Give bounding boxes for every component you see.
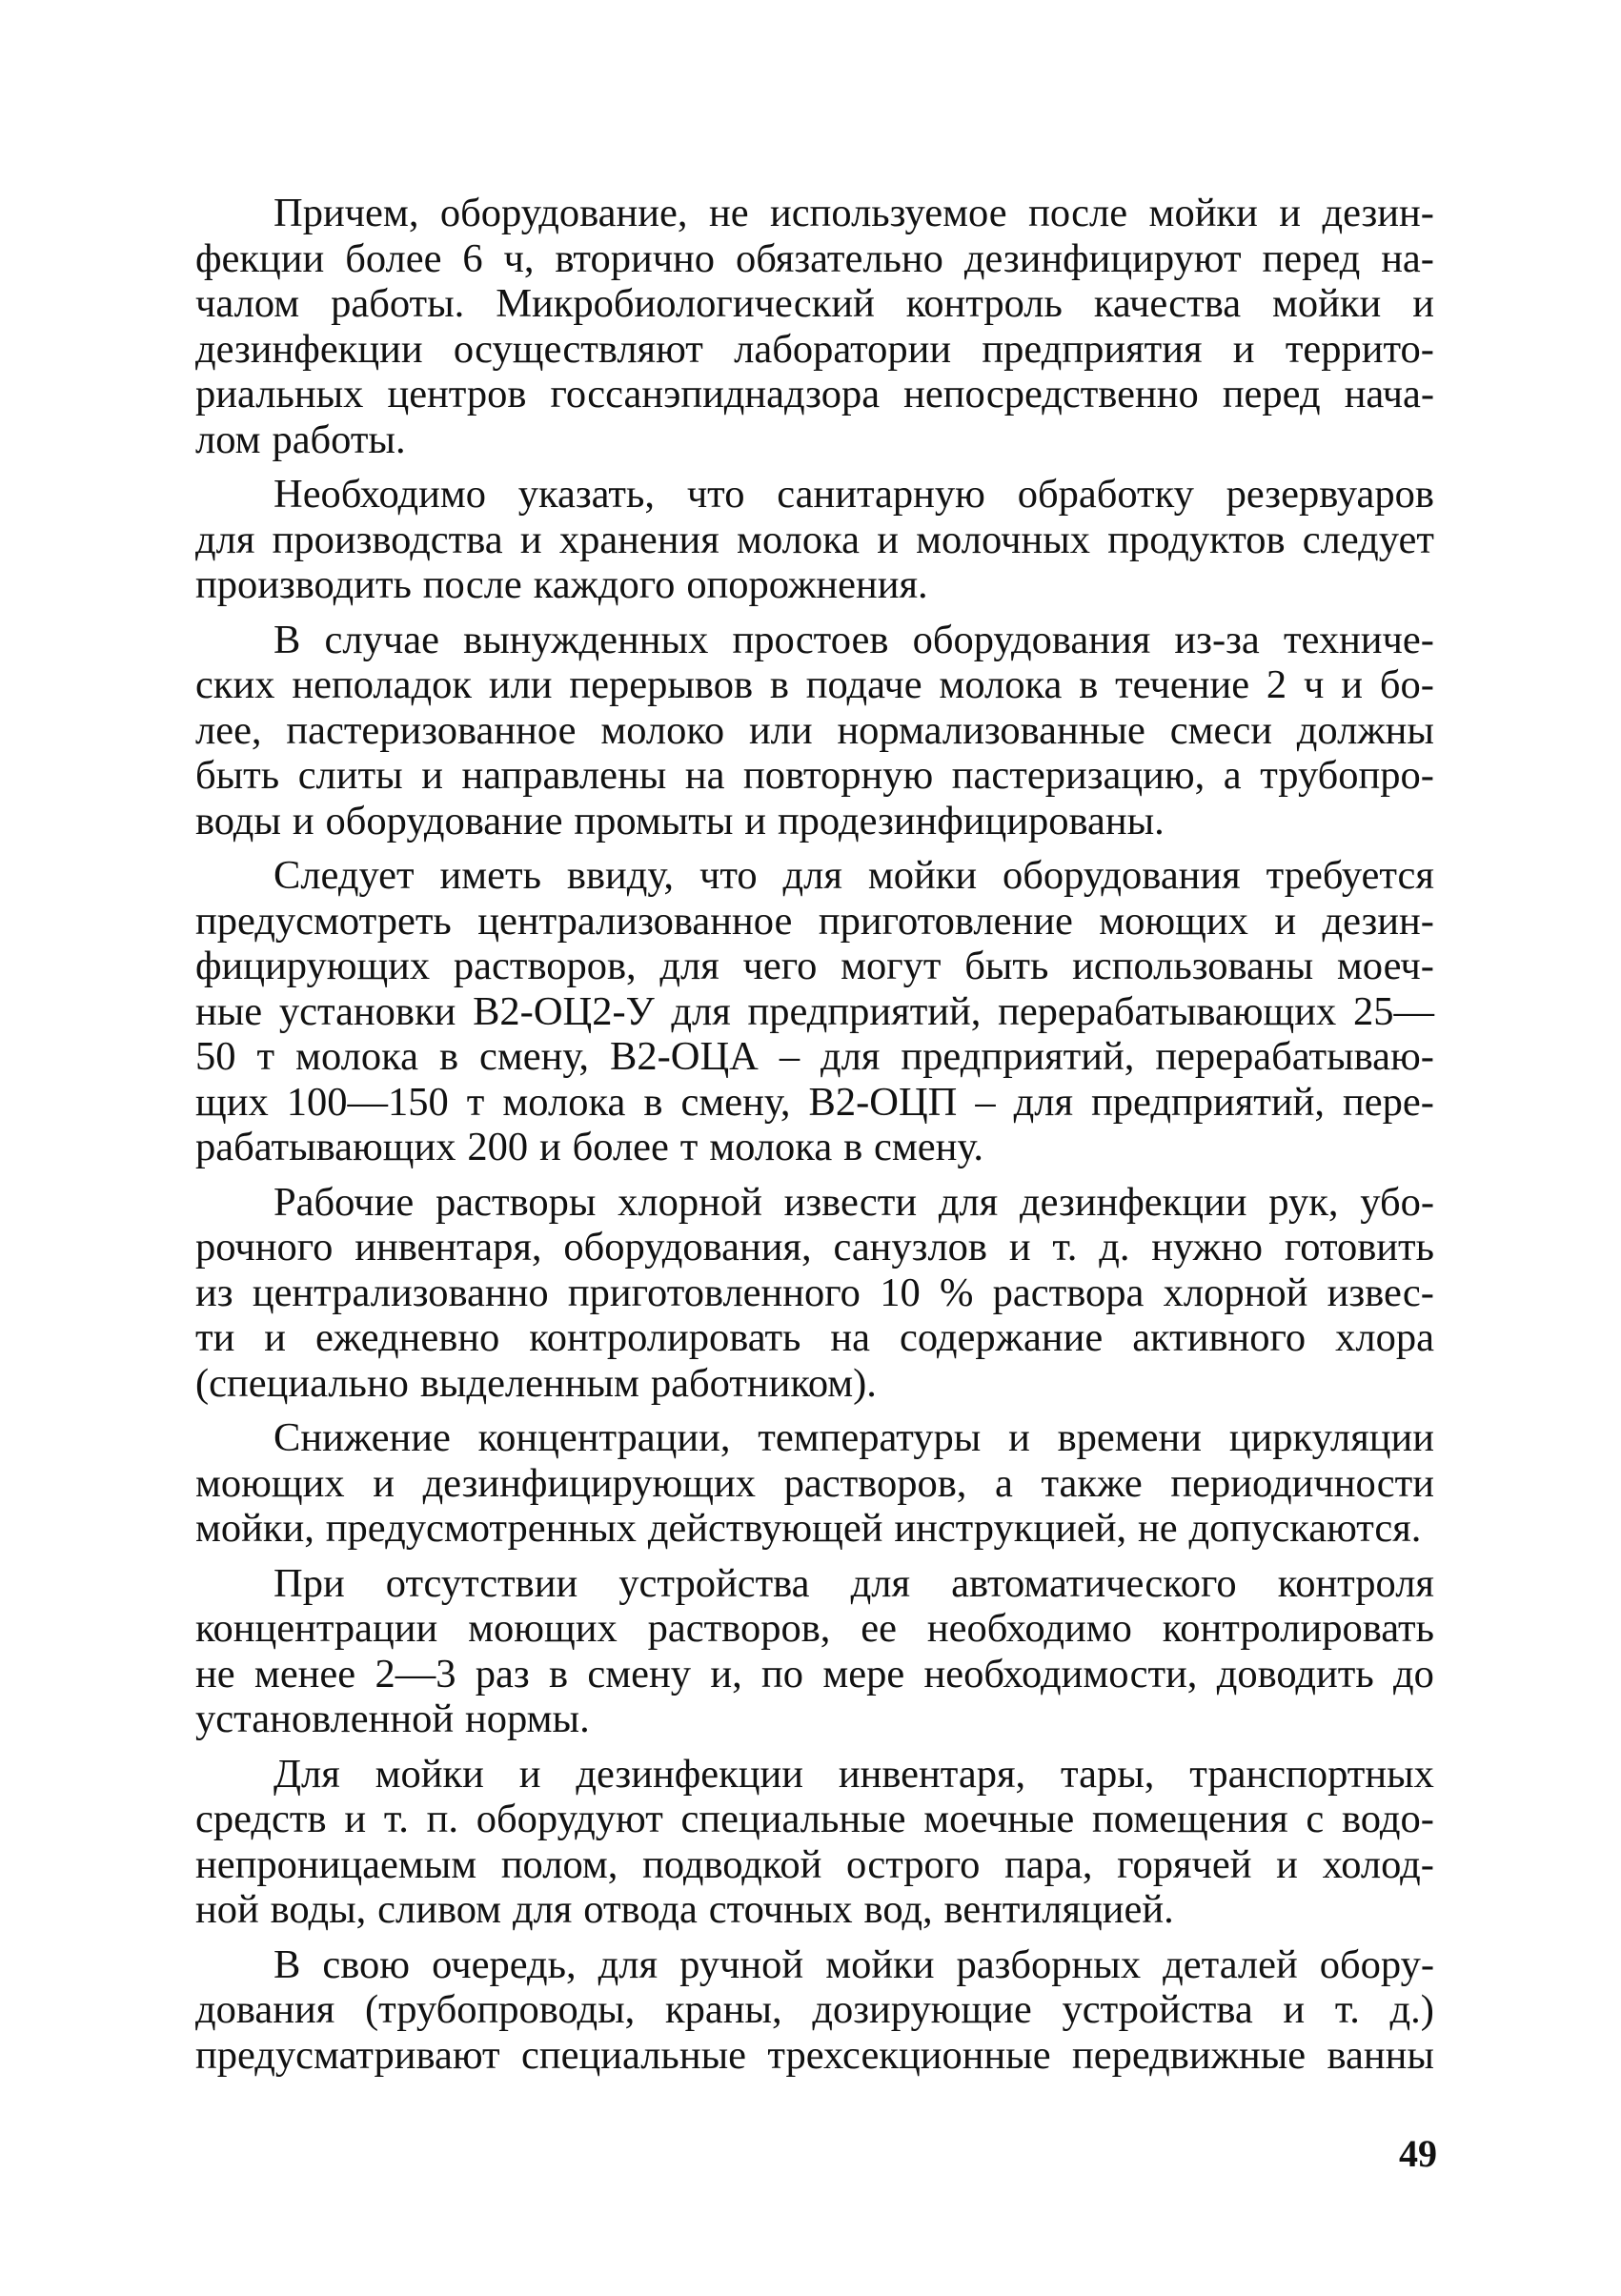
text-line: предусмотреть централизованное приготовление моющих и дезин- (195, 898, 1434, 944)
text-line: Рабочие растворы хлорной извести для дезинфекции рук, убо- (274, 1179, 1434, 1225)
text-line: Следует иметь ввиду, что для мойки оборудования требуется (274, 853, 1434, 898)
text-line: производить после каждого опорожнения. (195, 562, 928, 607)
text-line: ти и ежедневно контролировать на содержание активного хлора (195, 1315, 1434, 1360)
text-line: не менее 2—3 раз в смену и, по мере необходимости, доводить до (195, 1651, 1434, 1697)
text-line: дования (трубопроводы, краны, дозирующие устройства и т. д.) (195, 1987, 1434, 2032)
text-line: из централизованно приготовленного 10 % раствора хлорной извес- (195, 1270, 1434, 1315)
text-line: предусматривают специальные трехсекционные передвижные ванны (195, 2032, 1434, 2078)
text-line: дезинфекции осуществляют лаборатории предприятия и террито- (195, 326, 1434, 372)
paragraph (195, 853, 1434, 1170)
paragraph (195, 1415, 1434, 1552)
text-line: Необходимо указать, что санитарную обработку резервуаров (274, 472, 1434, 517)
text-line: рабатывающих 200 и более т молока в смену. (195, 1125, 984, 1169)
text-line: В случае вынужденных простоев оборудования из-за техниче- (274, 617, 1434, 662)
paragraph (195, 472, 1434, 608)
paragraph (195, 1752, 1434, 1933)
text-line: (специально выделенным работником). (195, 1360, 877, 1406)
page-number: 49 (1399, 2132, 1437, 2175)
page-body (195, 191, 1434, 2087)
paragraph (195, 1561, 1434, 1742)
text-line: концентрации моющих растворов, ее необходимо контролировать (195, 1606, 1434, 1651)
text-line: Для мойки и дезинфекции инвентаря, тары, транспортных (274, 1751, 1434, 1797)
paragraph (195, 1942, 1434, 2079)
text-line: фицирующих растворов, для чего могут быть использованы моеч- (195, 944, 1434, 988)
text-line: средств и т. п. оборудуют специальные моечные помещения с водо- (195, 1797, 1434, 1841)
paragraph (195, 1180, 1434, 1407)
text-line: лом работы. (195, 417, 406, 462)
text-line: лее, пастеризованное молоко или нормализованные смеси должны (195, 707, 1434, 753)
paragraph (195, 191, 1434, 462)
text-line: 50 т молока в смену, В2-ОЦА – для предприятий, перерабатываю- (195, 1034, 1434, 1079)
text-line: В свою очередь, для ручной мойки разборных деталей обору- (274, 1941, 1434, 1987)
paragraph (195, 618, 1434, 844)
text-line: рочного инвентаря, оборудования, санузлов и т. д. нужно готовить (195, 1225, 1434, 1270)
text-line: чалом работы. Микробиологический контроль качества мойки и (195, 281, 1434, 326)
text-line: для производства и хранения молока и молочных продуктов следует (195, 517, 1434, 562)
text-line: ные установки В2-ОЦ2-У для предприятий, перерабатывающих 25— (195, 988, 1434, 1034)
text-line: ной воды, сливом для отвода сточных вод, вентиляцией. (195, 1887, 1174, 1932)
text-line: риальных центров госсанэпиднадзора непосредственно перед нача- (195, 372, 1434, 417)
text-line: моющих и дезинфицирующих растворов, а также периодичности (195, 1460, 1434, 1506)
text-line: быть слиты и направлены на повторную пастеризацию, а трубопро- (195, 753, 1434, 798)
text-line: мойки, предусмотренных действующей инструкцией, не допускаются. (195, 1506, 1422, 1551)
text-line: Причем, оборудование, не используемое после мойки и дезин- (274, 191, 1434, 235)
text-line: щих 100—150 т молока в смену, В2-ОЦП – для предприятий, пере- (195, 1079, 1434, 1125)
text-line: установленной нормы. (195, 1697, 590, 1741)
text-line: фекции более 6 ч, вторично обязательно дезинфицируют перед на- (195, 235, 1434, 281)
text-line: Снижение концентрации, температуры и времени циркуляции (274, 1415, 1434, 1460)
text-line: При отсутствии устройства для автоматического контроля (274, 1560, 1434, 1606)
text-line: ских неполадок или перерывов в подаче молока в течение 2 ч и бо- (195, 662, 1434, 707)
text-line: воды и оборудование промыты и продезинфицированы. (195, 798, 1165, 843)
text-line: непроницаемым полом, подводкой острого пара, горячей и холод- (195, 1841, 1434, 1887)
